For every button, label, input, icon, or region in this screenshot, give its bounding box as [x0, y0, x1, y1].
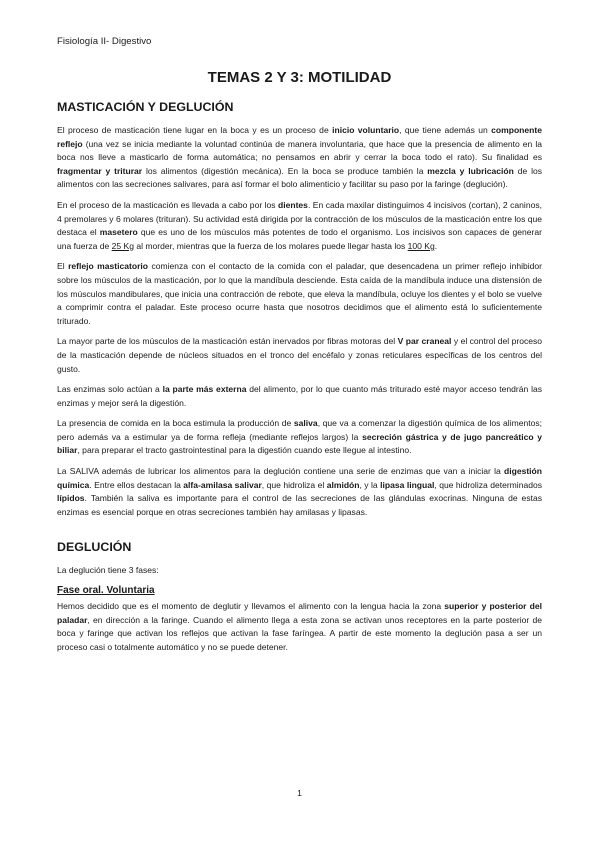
- text-run: y el control del proceso de la masticación depende de núcleos situados en el tronco del encéfalo y zonas reticulares específicas de los centros del gusto.: [57, 336, 542, 374]
- text-run: , para preparar el tracto gastrointestinal para la digestión cuando este llegue al intestino.: [77, 445, 412, 456]
- bold-term: lípidos: [57, 493, 85, 504]
- bold-term: inicio voluntario: [332, 125, 400, 135]
- bold-term: V par craneal: [397, 336, 452, 347]
- text-run: al morder, mientras que la fuerza de los molares puede llegar hasta los: [134, 240, 408, 251]
- bold-term: mezcla y lubricación: [427, 165, 514, 176]
- text-run: Las enzimas solo actúan a: [57, 384, 163, 395]
- bold-term: alfa-amilasa salivar: [183, 479, 262, 490]
- text-run: comienza con el contacto de la comida con el paladar, que desencadena un primer reflejo inhibidor sobre los músculos de la masticación, por lo que la mandíbula desciende. Esta caída de la mandíbula induce una distensión de los músculos mandibulares, que inicia una contracción de rebote, que eleva la mandíbula, ocluye los dientes y el bolo se vuelve a comprimir contra el paladar. Este proceso ocurre hasta que nosotros decidimos que el alimento está lo suficientemente triturado.: [57, 261, 542, 326]
- text-run: . También la saliva es importante para el control de las secreciones de las glándulas exocrinas. Ninguna de estas enzimas es esencial porque en otras secreciones también hay amilasas y lipasas.: [57, 493, 542, 517]
- text-run: los alimentos (digestión mecánica). En la boca se produce también la: [142, 165, 428, 176]
- text-run: La presencia de comida en la boca estimula la producción de: [57, 418, 294, 429]
- paragraph: [57, 260, 542, 328]
- paragraph: [57, 417, 542, 458]
- document-title: TEMAS 2 Y 3: MOTILIDAD: [207, 69, 392, 86]
- running-header: Fisiología II- Digestivo: [57, 36, 152, 47]
- deglucion-intro: La deglución tiene 3 fases:: [57, 565, 159, 576]
- paragraph: [57, 124, 542, 192]
- text-run: En el proceso de la masticación es llevada a cabo por los: [57, 199, 279, 210]
- text-run: . Entre ellos destacan la: [89, 479, 184, 490]
- page-number: 1: [297, 788, 302, 798]
- bold-term: dientes: [278, 199, 308, 210]
- paragraph: [57, 199, 542, 253]
- bold-term: fragmentar y triturar: [57, 165, 143, 176]
- paragraph: [57, 335, 542, 376]
- text-run: del alimento, por lo que cuanto más triturado esté mayor acceso tendrán las enzimas y mejor será la digestión.: [57, 384, 542, 408]
- bold-term: lipasa lingual: [380, 479, 435, 490]
- text-run: .: [434, 240, 438, 251]
- text-run: , que tiene además un: [399, 125, 492, 135]
- text-run: Hemos decidido que es el momento de deglutir y llevamos el alimento con la lengua hacia la zona: [57, 601, 445, 612]
- bold-term: componente reflejo: [57, 125, 542, 149]
- text-run: (una vez se inicia mediante la voluntad continúa de manera involuntaria, que hace que la presencia de alimento en la boca nos lleve a masticarlo de forma automática; no pensamos en abrir y cerrar la boca todo el rato). Su finalidad es: [57, 138, 542, 163]
- text-run: , que hidroliza el: [261, 479, 327, 490]
- text-run: El proceso de masticación tiene lugar en la boca y es un proceso de: [57, 125, 333, 135]
- bold-term: masetero: [99, 227, 138, 238]
- bold-term: saliva: [293, 418, 318, 429]
- bold-term: digestión química: [57, 466, 542, 490]
- bold-term: superior y posterior del paladar: [57, 601, 542, 625]
- paragraph: [57, 600, 542, 654]
- section-heading-deglucion: DEGLUCIÓN: [57, 540, 132, 555]
- text-run: . En cada maxilar distinguimos 4 incisivos (cortan), 2 caninos, 4 premolares y 6 molares (trituran). Su actividad está dirigida por la contracción de los músculos de la masticación entre los que destaca el: [57, 199, 542, 238]
- bold-term: reflejo masticatorio: [68, 261, 148, 272]
- section-spacer: [57, 526, 542, 540]
- text-run: de los alimentos con las secreciones salivares, para así formar el bolo alimenticio y facilitar su paso por la faringe (deglución).: [57, 165, 542, 190]
- paragraph: [57, 383, 542, 410]
- text-run: , que va a comenzar la digestión química de los alimentos; pero además va a estimular ya de forma refleja (mediante reflejos largos) la: [57, 418, 542, 442]
- text-run: La mayor parte de los músculos de la masticación están inervados por fibras motoras del: [57, 336, 398, 347]
- bold-term: secreción gástrica y de jugo pancreático y biliar: [57, 431, 542, 456]
- paragraph: [57, 465, 542, 519]
- subheading-fase-oral: Fase oral. Voluntaria: [57, 585, 155, 597]
- section-body-masticacion: [57, 124, 542, 519]
- section-heading-masticacion: MASTICACIÓN Y DEGLUCIÓN: [57, 100, 234, 114]
- bold-term: almidón: [326, 479, 360, 490]
- underlined-term: 25 Kg: [111, 240, 134, 251]
- text-run: La SALIVA además de lubricar los alimentos para la deglución contiene una serie de enzimas que van a iniciar la: [57, 466, 504, 477]
- text-run: El: [57, 261, 69, 272]
- text-run: que es uno de los músculos más potentes de todo el organismo. Los incisivos son capaces de generar una fuerza de: [57, 227, 542, 251]
- text-run: , y la: [359, 479, 381, 490]
- text-run: , en dirección a la faringe. Cuando el alimento llega a esta zona se activan unos receptores en la parte posterior de boca y faringe que activan los reflejos que activan la fase faríngea. A partir de este momento la deglución pasa a ser un proceso casi o totalmente automático y no se puede detener.: [57, 614, 542, 652]
- underlined-term: 100 Kg: [407, 240, 435, 251]
- bold-term: la parte más externa: [162, 384, 247, 395]
- text-run: , que hidroliza determinados: [434, 479, 542, 490]
